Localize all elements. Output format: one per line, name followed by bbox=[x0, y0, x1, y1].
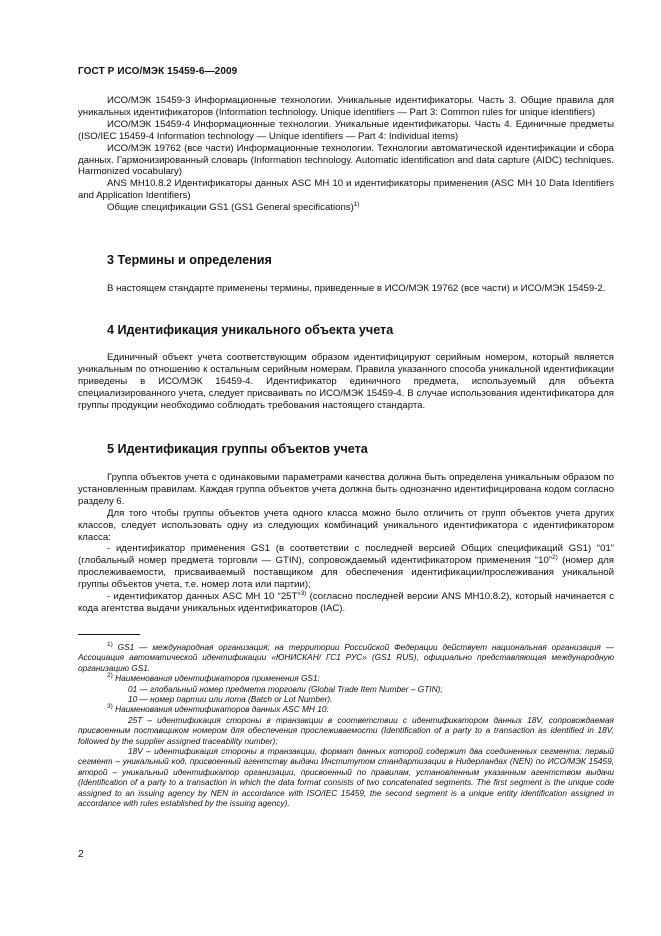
section-3-body bbox=[78, 283, 614, 295]
footnote-mark: 2) bbox=[107, 672, 113, 680]
footnote-text: Наименования идентификаторов данных ASC MH 10: bbox=[115, 704, 329, 715]
section-4-heading: 4 Идентификация уникального объекта учета bbox=[107, 323, 394, 337]
footnote-3-item: 25T – идентификация стороны в транзакции в соответствии с идентификатором данных 18V, сопровождаемая присвоенным поставщиком номером для обеспечения прослеживаемости (Identification of a party to a transaction as identified in 18V, followed by the supplier assigned traceability number); bbox=[78, 714, 614, 746]
list-item-text: - идентификатор данных ASC MH 10 “25T” bbox=[107, 591, 301, 603]
list-item-text: - идентификатор применения GS1 (в соответствии с последней версией Общих спецификаций GS1) “01” (глобальный номер предмета торговли — GTIN), сопровождаемый идентификатором применения “10” bbox=[78, 543, 614, 567]
reference-item: ИСО/МЭК 19762 (все части) Информационные технологии. Технологии автоматической идентификации и сбора данных. Гармонизированный словарь (Information technology. Automatic identification and data capture (AIDC) techniques. Harmonized vocabulary) bbox=[78, 142, 614, 178]
footnote-divider bbox=[78, 634, 140, 635]
section-3-heading: 3 Термины и определения bbox=[107, 253, 272, 267]
reference-item: ИСО/МЭК 15459-3 Информационные технологии. Уникальные идентификаторы. Часть 3. Общие правила для уникальных идентификаторов (Information technology. Unique identifiers — Part 3: Common rules for unique identifiers) bbox=[78, 95, 614, 118]
footnote-mark: 3) bbox=[107, 703, 113, 711]
footnote-marker: 2) bbox=[551, 554, 558, 562]
reference-item: ИСО/МЭК 15459-4 Информационные технологии. Уникальные идентификаторы. Часть 4. Единичные предметы (ISO/IEC 15459-4 Information technology — Unique identifiers — Part 4: Individual items) bbox=[78, 118, 614, 142]
section-5-body bbox=[78, 472, 614, 615]
normative-references bbox=[78, 95, 614, 214]
list-item-text: (номер для прослеживаемости, присваиваемый поставщиком для обеспечения идентификации/прослеживания уникальной группы объектов учета, т.е. номер лота или партии); bbox=[78, 555, 614, 591]
list-item-asc bbox=[78, 591, 614, 615]
footnote-3-item: 18V – идентификация стороны в транзакции, формат данных которой содержит два соединенных сегмента: первый сегмент – уникальный код, присвоенный агентству выдачи Институтом стандартизации в Нидерландах (NEN) по ИСО/МЭК 15459, второй – уникальный идентификатор организации, присвоенный по правилам, установленным указанным агентством выдачи (Identification of a party to a transaction in which the data format consists of two concatenated segments. The first segment is the unique code assigned to an issuing agency by NEN in accordance with ISO/IEC 15459, the second segment is a unique entity identification assigned in accordance with rules established by the issuing agency). bbox=[78, 746, 614, 809]
footnotes bbox=[78, 642, 614, 809]
section-4-body bbox=[78, 352, 614, 412]
list-item-text: (согласно последней версии ANS MH10.8.2), который начинается с кода агентства выдачи уникальных идентификаторов (IAC). bbox=[78, 591, 614, 614]
footnote-1 bbox=[78, 642, 614, 673]
footnote-text: GS1 — международная организация; на территории Российской Федерации действует национальная организация — Ассоциация автоматической идентификации «ЮНИСКАН/ ГС1 РУС» (GS1 RUS), официально представляющая международную организацию GS1. bbox=[78, 642, 614, 673]
paragraph: Для того чтобы группы объектов учета одного класса можно было отличить от групп объектов учета других классов, следует использовать одну из следующих комбинаций уникального идентификатора с идентификатором класса: bbox=[78, 507, 614, 543]
paragraph: Группа объектов учета с одинаковыми параметрами качества должна быть определена уникальным образом по установленным правилам. Каждая группа объектов учета должна быть однозначно идентифицирована кодом согласно разделу 6. bbox=[78, 472, 614, 507]
footnote-text: Наименования идентификаторов применения GS1: bbox=[115, 673, 320, 684]
footnote-2 bbox=[78, 673, 614, 683]
list-item-gs1 bbox=[78, 543, 614, 591]
paragraph: В настоящем стандарте применены термины, приведенные в ИСО/МЭК 19762 (все части) и ИСО/МЭК 15459-2. bbox=[107, 283, 606, 294]
footnote-3 bbox=[78, 704, 614, 714]
reference-item-gs1 bbox=[78, 202, 614, 214]
footnote-marker: 3) bbox=[300, 589, 307, 597]
section-5-heading: 5 Идентификация группы объектов учета bbox=[107, 442, 368, 456]
footnote-2-item: 01 — глобальный номер предмета торговли (Global Trade Item Number – GTIN); bbox=[128, 683, 443, 694]
footnote-mark: 1) bbox=[107, 641, 113, 649]
reference-text: Общие спецификации GS1 (GS1 General specifications) bbox=[107, 202, 354, 214]
reference-item: ANS MH10.8.2 Идентификаторы данных ASC MH 10 и идентификаторы применения (ASC MH 10 Data Identifiers and Application Identifiers) bbox=[78, 178, 614, 202]
footnote-2-item: 10 — номер партии или лота (Batch or Lot Number). bbox=[128, 694, 333, 705]
page-number: 2 bbox=[78, 849, 84, 860]
paragraph: Единичный объект учета соответствующим образом идентифицируют серийным номером, который является уникальным по отношению к остальным серийным номерам. Правила указанного способа уникальной идентификации приведены в ИСО/МЭК 15459-4. Идентификатор единичного предмета, используемый для объекта специализированного учета, следует присваивать по ИСО/МЭК 15459-4. В случае использования идентификатора для группы продукции необходимо соблюдать требования настоящего стандарта. bbox=[78, 352, 614, 411]
footnote-marker: 1) bbox=[353, 200, 360, 208]
document-header: ГОСТ Р ИСО/МЭК 15459-6—2009 bbox=[78, 66, 238, 77]
